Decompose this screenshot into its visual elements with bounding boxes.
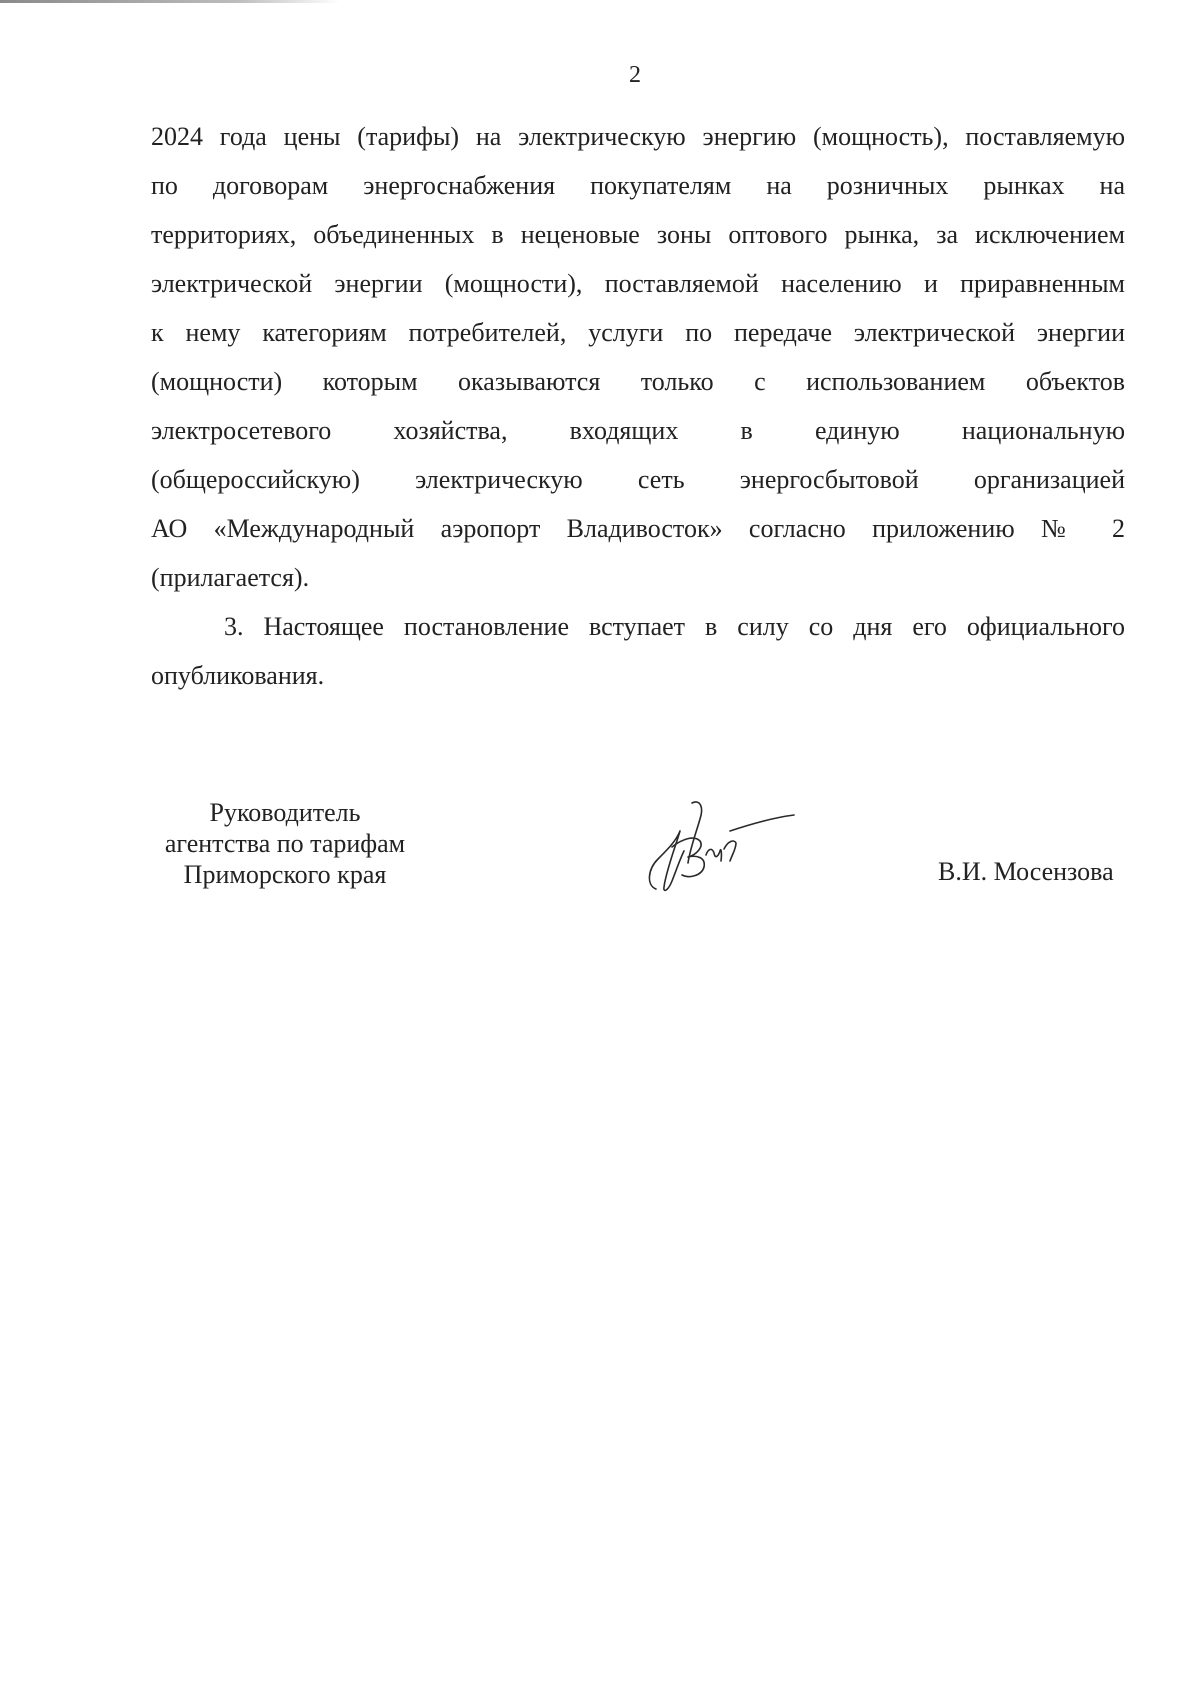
text-line: электросетевого хозяйства, входящих в единую национальную: [151, 416, 1125, 445]
text-line: территориях, объединенных в неценовые зоны оптового рынка, за исключением: [151, 220, 1125, 249]
text-line: (прилагается).: [151, 563, 310, 592]
text-line: (мощности) которым оказываются только с использованием объектов: [151, 367, 1125, 396]
signer-name: В.И. Мосензова: [938, 857, 1114, 886]
signature-block: [0, 797, 1200, 917]
text-line: опубликования.: [151, 661, 325, 690]
document-body: [151, 112, 1125, 700]
text-line: 3. Настоящее постановление вступает в силу со дня его официального: [224, 612, 1125, 641]
text-line: 2024 года цены (тарифы) на электрическую энергию (мощность), поставляемую: [151, 122, 1125, 151]
text-line: по договорам энергоснабжения покупателям на розничных рынках на: [151, 171, 1125, 200]
text-line: к нему категориям потребителей, услуги по передаче электрической энергии: [151, 318, 1125, 347]
scan-edge-mark: [0, 0, 340, 3]
paragraph-continuation: [151, 112, 1125, 602]
page-number: 2: [629, 62, 641, 88]
position-line: Руководитель: [209, 798, 361, 827]
text-line: электрической энергии (мощности), поставляемой населению и приравненным: [151, 269, 1125, 298]
position-line: Приморского края: [183, 860, 387, 889]
handwritten-signature: [618, 797, 798, 897]
text-line: АО «Международный аэропорт Владивосток» согласно приложению № 2: [151, 514, 1125, 543]
signer-position: [150, 797, 420, 890]
position-line: агентства по тарифам: [164, 829, 406, 858]
text-line: (общероссийскую) электрическую сеть энергосбытовой организацией: [151, 465, 1125, 494]
paragraph-3: [151, 602, 1125, 700]
